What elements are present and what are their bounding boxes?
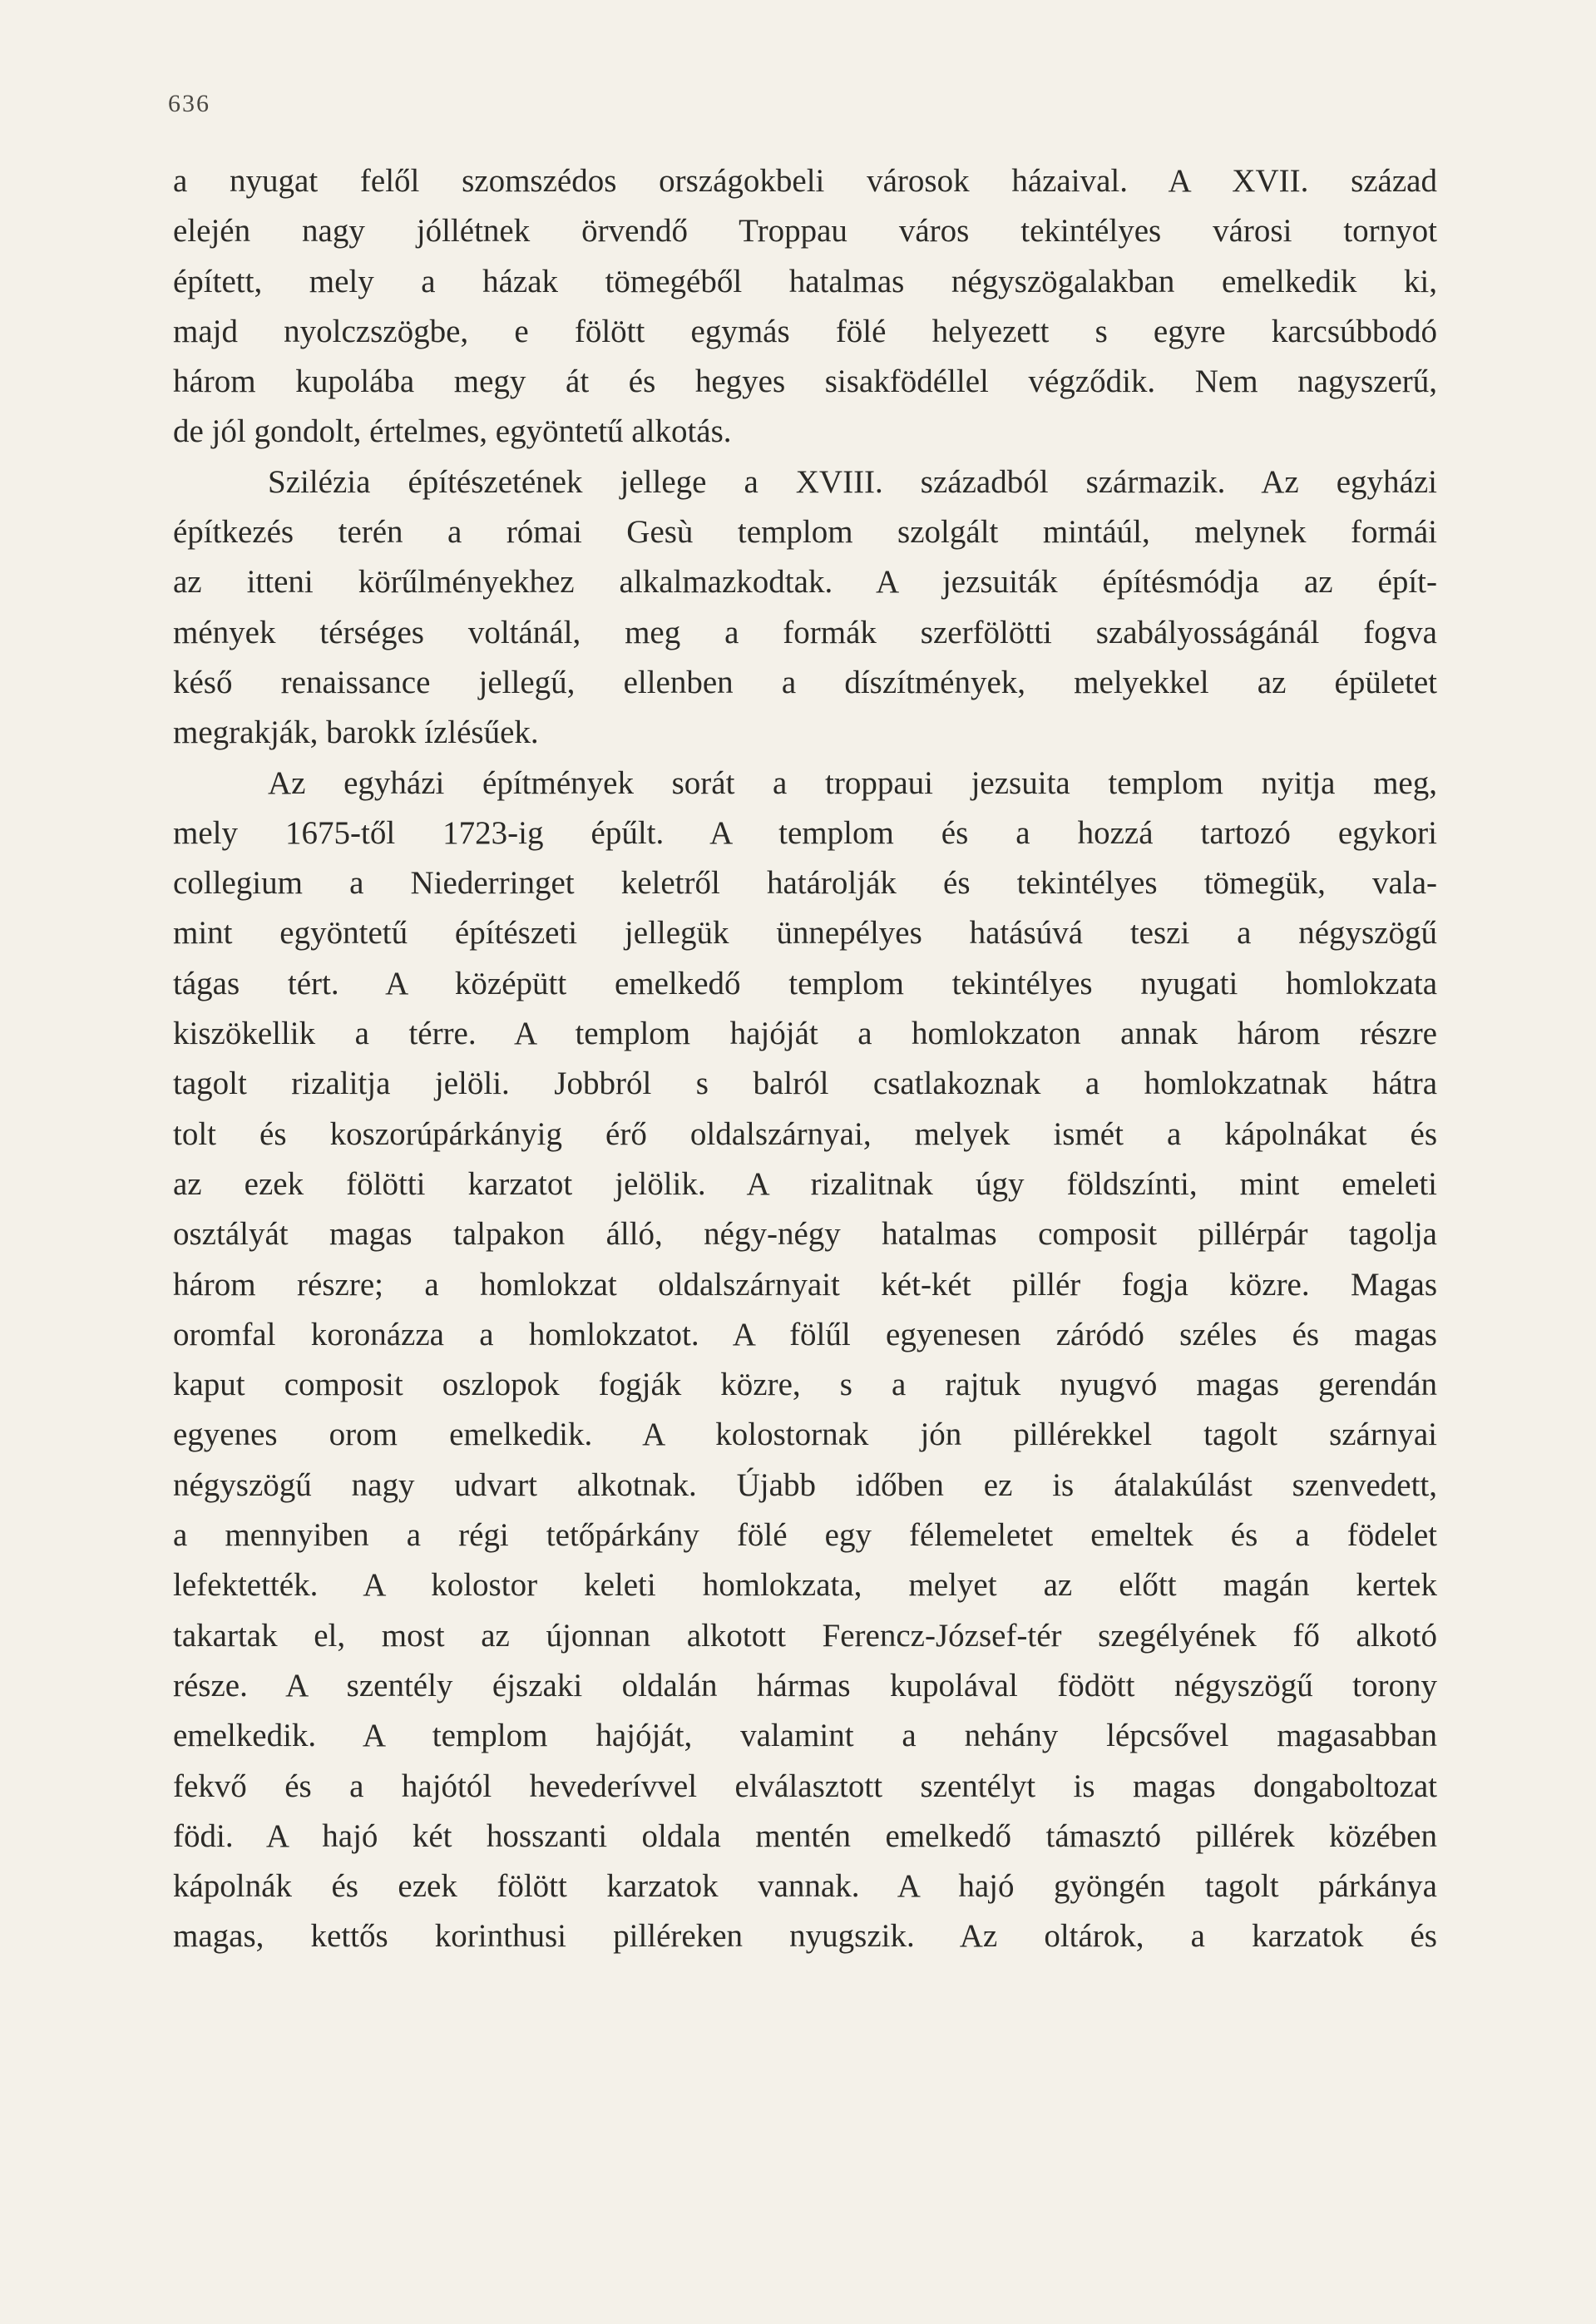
text-line: tagolt rizalitja jelöli. Jobbról s balról csatlakoznak a homlokzatnak hátra [173, 1066, 1437, 1102]
text-line: egyenes orom emelkedik. A kolostornak jón pillérekkel tagolt szárnyai [173, 1417, 1437, 1453]
text-line: három kupolába megy át és hegyes sisakfödéllel végződik. Nem nagyszerű, [173, 363, 1437, 400]
text-line: takartak el, most az újonnan alkotott Ferencz-József-tér szegélyének fő alkotó [173, 1617, 1437, 1654]
text-line: megrakják, barokk ízlésűek. [173, 715, 539, 751]
text-line: kaput composit oszlopok fogják közre, s a rajtuk nyugvó magas gerendán [173, 1367, 1437, 1403]
text-line: három részre; a homlokzat oldalszárnyait két-két pillér fogja közre. Magas [173, 1266, 1437, 1303]
text-line: az ezek fölötti karzatot jelölik. A rizalitnak úgy földszínti, mint emeleti [173, 1165, 1437, 1202]
text-line: a nyugat felől szomszédos országokbeli városok házaival. A XVII. század [173, 163, 1437, 199]
text-line: kápolnák és ezek fölött karzatok vannak. A hajó gyöngén tagolt párkánya [173, 1868, 1437, 1905]
text-line: a mennyiben a régi tetőpárkány fölé egy félemeletet emeltek és a födelet [173, 1517, 1437, 1554]
text-line: építkezés terén a római Gesù templom szolgált mintáúl, melynek formái [173, 514, 1437, 551]
text-line: mint egyöntetű építészeti jellegük ünnepélyes hatásúvá teszi a négyszögű [173, 915, 1437, 952]
text-line: emelkedik. A templom hajóját, valamint a nehány lépcsővel magasabban [173, 1718, 1437, 1754]
text-line: tolt és koszorúpárkányig érő oldalszárnyai, melyek ismét a kápolnákat és [173, 1115, 1437, 1152]
text-line: magas, kettős korinthusi pilléreken nyugszik. Az oltárok, a karzatok és [173, 1918, 1437, 1955]
text-line: lefektették. A kolostor keleti homlokzata, melyet az előtt magán kertek [173, 1567, 1437, 1604]
text-line: elején nagy jóllétnek örvendő Troppau város tekintélyes városi tornyot [173, 213, 1437, 250]
body-text [173, 156, 1437, 1962]
text-line: késő renaissance jellegű, ellenben a díszítmények, melyekkel az épületet [173, 664, 1437, 700]
text-line: oromfal koronázza a homlokzatot. A fölűl egyenesen záródó széles és magas [173, 1316, 1437, 1352]
text-line: része. A szentély éjszaki oldalán hármas kupolával födött négyszögű torony [173, 1667, 1437, 1703]
text-line: majd nyolczszögbe, e fölött egymás fölé helyezett s egyre karcsúbbodó [173, 313, 1437, 349]
text-line: de jól gondolt, értelmes, egyöntetű alkotás. [173, 413, 732, 450]
text-line: mely 1675-től 1723-ig épűlt. A templom és a hozzá tartozó egykori [173, 814, 1437, 851]
page-number: 636 [168, 90, 210, 117]
text-line: épített, mely a házak tömegéből hatalmas négyszögalakban emelkedik ki, [173, 263, 1437, 299]
text-line: kiszökellik a térre. A templom hajóját a homlokzaton annak három részre [173, 1016, 1437, 1052]
text-line: tágas tért. A középütt emelkedő templom tekintélyes nyugati homlokzata [173, 965, 1437, 1001]
text-line: négyszögű nagy udvart alkotnak. Újabb időben ez is átalakúlást szenvedett, [173, 1466, 1437, 1503]
text-line: Az egyházi építmények sorát a troppaui jezsuita templom nyitja meg, [268, 764, 1437, 801]
text-line: fekvő és a hajótól hevederívvel elválasztott szentélyt is magas dongaboltozat [173, 1768, 1437, 1804]
text-line: födi. A hajó két hosszanti oldala mentén emelkedő támasztó pillérek közében [173, 1817, 1437, 1854]
text-line: az itteni körűlményekhez alkalmazkodtak. A jezsuiták építésmódja az épít- [173, 564, 1437, 601]
text-line: mények térséges voltánál, meg a formák szerfölötti szabályosságánál fogva [173, 614, 1437, 650]
text-line: osztályát magas talpakon álló, négy-négy hatalmas composit pillérpár tagolja [173, 1216, 1437, 1253]
text-line: Szilézia építészetének jellege a XVIII. századból származik. Az egyházi [268, 463, 1437, 500]
text-line: collegium a Niederringet keletről határolják és tekintélyes tömegük, vala- [173, 865, 1437, 902]
